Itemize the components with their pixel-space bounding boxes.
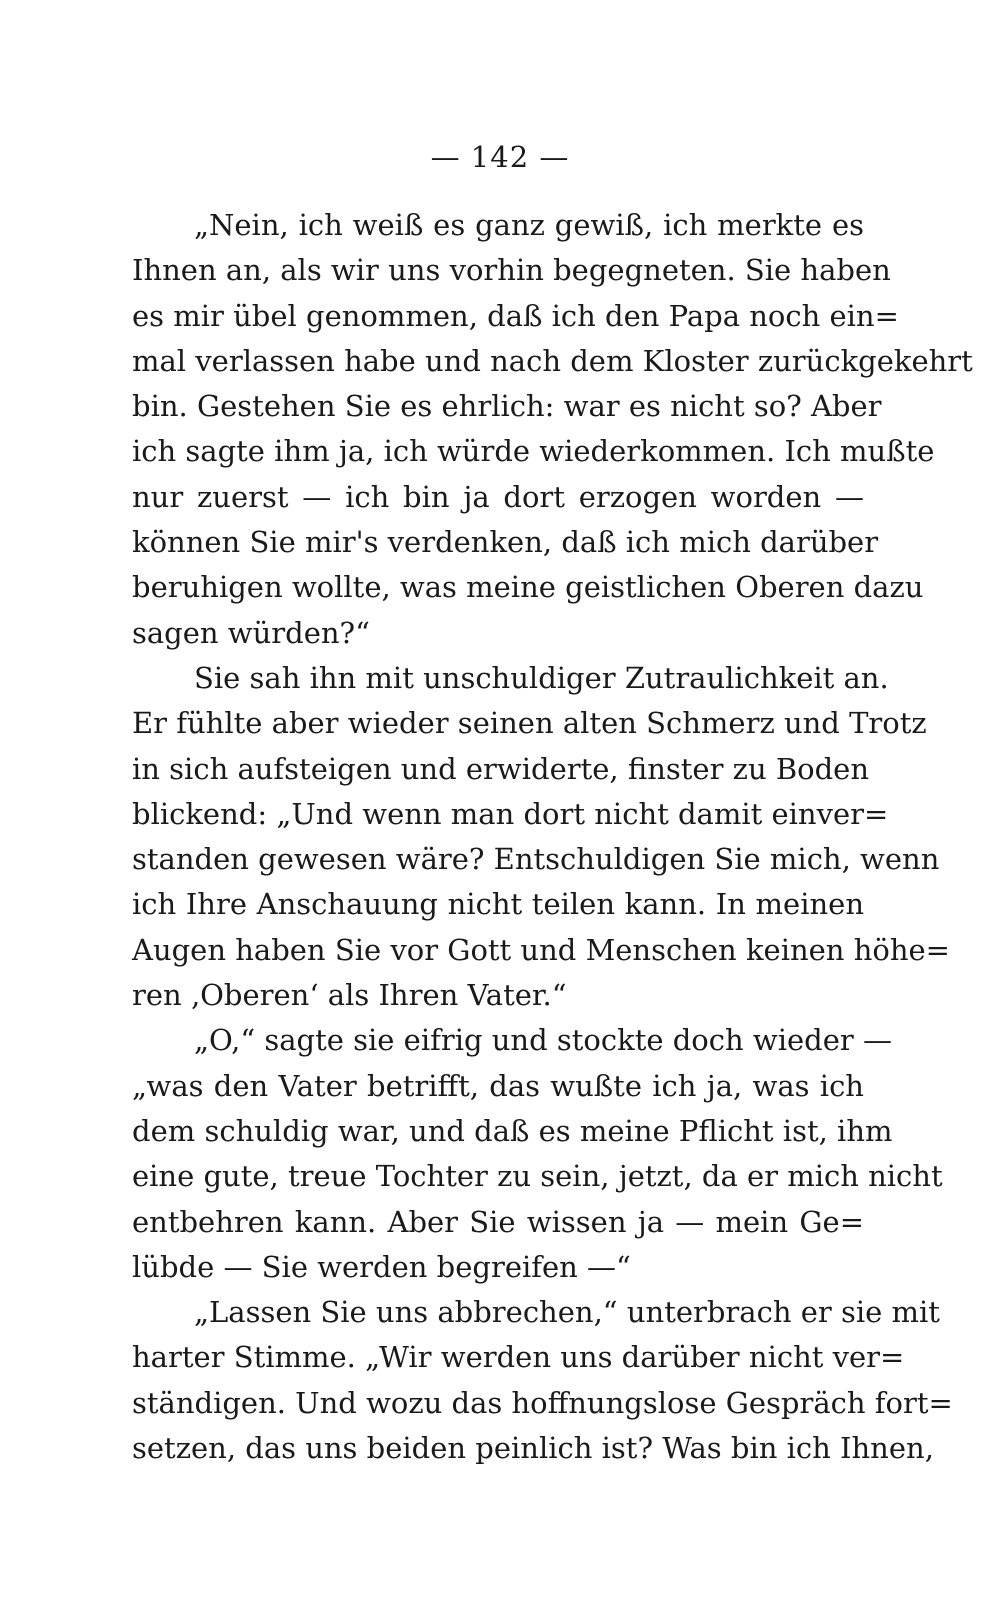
text-line: Er fühlte aber wieder seinen alten Schmerz und Trotz xyxy=(132,706,927,741)
text-line: „O,“ sagte sie eifrig und stockte doch wieder — xyxy=(194,1023,892,1058)
text-line: ren ‚Oberen‘ als Ihren Vater.“ xyxy=(132,978,567,1013)
text-line: nur zuerst — ich bin ja dort erzogen worden — xyxy=(132,479,864,514)
text-line: Sie sah ihn mit unschuldiger Zutraulichkeit an. xyxy=(194,660,889,695)
text-line: sagen würden?“ xyxy=(132,615,370,650)
text-line: setzen, das uns beiden peinlich ist? Was bin ich Ihnen, xyxy=(132,1431,934,1466)
text-line: dem schuldig war, und daß es meine Pflicht ist, ihm xyxy=(132,1113,893,1148)
text-line: „Lassen Sie uns abbrechen,“ unterbrach er sie mit xyxy=(194,1295,940,1330)
text-line: blickend: „Und wenn man dort nicht damit einver= xyxy=(132,796,889,831)
text-line: können Sie mir's verdenken, daß ich mich darüber xyxy=(132,525,879,560)
text-line: mal verlassen habe und nach dem Kloster zurückgekehrt xyxy=(132,343,973,378)
text-line: es mir übel genommen, daß ich den Papa noch ein= xyxy=(132,298,899,333)
text-line: ich Ihre Anschauung nicht teilen kann. In meinen xyxy=(132,887,864,922)
text-line: standen gewesen wäre? Entschuldigen Sie mich, wenn xyxy=(132,842,940,877)
text-line: entbehren kann. Aber Sie wissen ja — mein Ge= xyxy=(132,1204,864,1239)
text-line: eine gute, treue Tochter zu sein, jetzt, da er mich nicht xyxy=(132,1159,943,1194)
text-line: ständigen. Und wozu das hoffnungslose Gespräch fort= xyxy=(132,1385,953,1420)
text-line: lübde — Sie werden begreifen —“ xyxy=(132,1249,631,1284)
text-line: Augen haben Sie vor Gott und Menschen keinen höhe= xyxy=(132,932,950,967)
text-line: harter Stimme. „Wir werden uns darüber nicht ver= xyxy=(132,1340,905,1375)
page-number: — 142 — xyxy=(430,140,570,174)
text-line: bin. Gestehen Sie es ehrlich: war es nicht so? Aber xyxy=(132,389,882,424)
text-line: in sich aufsteigen und erwiderte, finster zu Boden xyxy=(132,751,870,786)
body-text xyxy=(132,203,973,1471)
text-line: Ihnen an, als wir uns vorhin begegneten. Sie haben xyxy=(132,253,891,288)
text-line: ich sagte ihm ja, ich würde wiederkommen. Ich mußte xyxy=(132,434,935,469)
text-line: „Nein, ich weiß es ganz gewiß, ich merkte es xyxy=(194,208,864,242)
text-line: beruhigen wollte, was meine geistlichen Oberen dazu xyxy=(132,570,924,605)
text-line: „was den Vater betrifft, das wußte ich ja, was ich xyxy=(132,1068,864,1103)
